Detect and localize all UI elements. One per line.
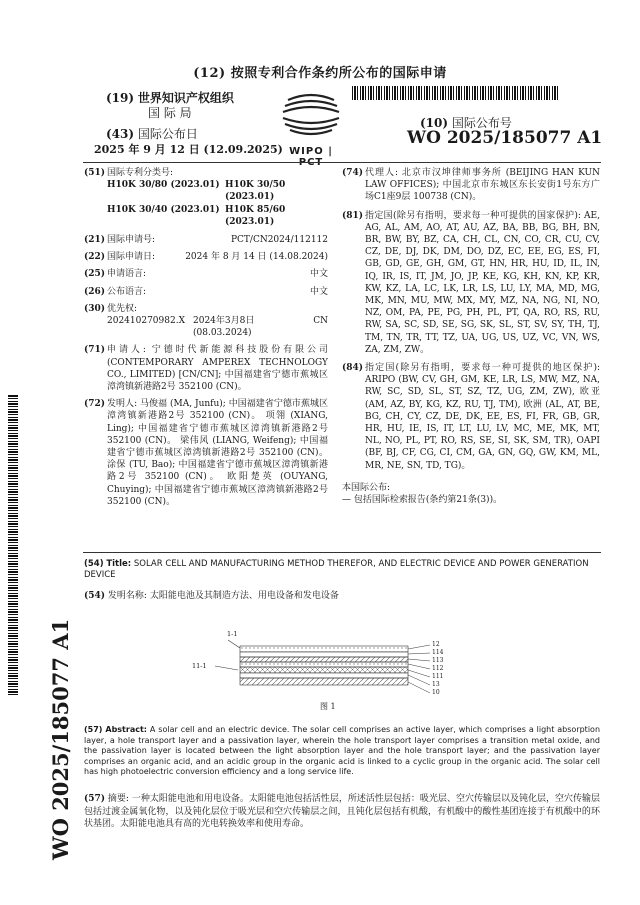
left-column [84,167,328,508]
inventor-text: 发明人: 马俊福 (MA, Junfu); 中国福建省宁德市蕉城区漳湾镇新港路2号 352100 (CN)。 项翎 (XIANG, Ling); 中国福建省宁德市蕉城区漳湾镇新港路2号 352100 (CN)。 梁伟风 (LIANG, Weifeng); 中国福建省宁德市蕉城区漳湾镇新港路2号 352100 (CN)。 涂保 (TU, Bao); 中国福建省宁德市蕉城区漳湾镇新港路2号 352100 (CN)。 欧阳楚英 (OUYANG, Chuying); 中国福建省宁德市蕉城区漳湾镇新港路2号 352100 (CN)。 [107,399,328,507]
publang-value: 中文 [309,286,328,297]
ipc-label: 国际专利分类号: [107,168,174,178]
priority-code: (30) [84,303,106,314]
title-en: SOLAR CELL AND MANUFACTURING METHOD THEREFOR, AND ELECTRIC DEVICE AND POWER GENERATION DEVICE [84,559,589,580]
ipc-list [107,179,328,228]
pubno-vertical: WO 2025/185077 A1 [48,618,73,860]
layer-label: 13 [432,681,440,688]
published-item: — 包括国际检索报告(条约第21条(3))。 [342,495,503,506]
right-column [342,167,600,506]
abstract-en-text: A solar cell and an electric device. The solar cell comprises an active layer, which comprises a light absorption layer, a hole transport layer and a passivation layer, wherein the hole transport layer comprises a transition metal oxide, and the passivation layer is located between the light absorption layer and the hole transport layer; and the passivation layer comprises an organic acid, and an acidic group in the organic acid is linked to a cyclic group in the organic acid. The solar cell has high photoelectric conversion efficiency and a long service life. [84,725,601,777]
lang-code: (25) [84,269,106,280]
priority-detail [107,315,328,339]
figure-1 [180,622,480,712]
published-label: 本国际公布: [342,482,391,493]
wipo-emblem-icon [278,92,344,138]
pubdate-line [106,125,198,142]
regional-states-code: (84) [342,363,364,374]
pubno-value: WO 2025/185077 A1 [407,128,603,148]
priority-number: 202410270982.X [107,316,185,327]
agent-code: (74) [342,168,364,178]
layer-label: 112 [432,665,444,672]
layer-label: 10 [432,689,440,696]
priority-date: 2024年3月8日 (08.03.2024) [193,316,255,339]
abstract-cn-text: 摘要: 一种太阳能电池和用电设备。太阳能电池包括活性层，所述活性层包括：吸光层、空穴传输层以及钝化层，空穴传输层包括过渡金属氧化物，以及钝化层位于吸光层和空穴传输层之间，且钝化层包括有机酸，有机酸中的酸性基团连接于有机酸中的环状基团。太阳能电池具有高的光电转换效率和使用寿命。 [84,794,600,829]
ipc-item: H10K 85/60 (2023.01) [225,204,286,227]
lang-label: 申请语言: [107,269,147,280]
layer-label: 111 [432,673,444,680]
ipc-item: H10K 30/40 (2023.01) [107,204,220,215]
designated-states-text: 指定国(除另有指明，要求每一种可提供的国家保护): AE, AG, AL, AM, AO, AT, AU, AZ, BA, BB, BG, BH, BN, BR, BW, BY, BZ, CA, CH, CL, CN, CO, CR, CU, CV, CZ, DE, DJ, DK, DM, DO, DZ, EC, EE, EG, ES, FI, GB, GD, GE, GH, GM, GT, HN, HR, HU, ID, IL, IN, IQ, IR, IS, IT, JM, JO, JP, KE, KG, KH, KN, KP, KR, KW, KZ, LA, LC, LK, LR, LS, LU, LY, MA, MD, MG, MK, MN, MU, MW, MX, MY, MZ, NA, NG, NI, NO, NZ, OM, PA, PE, PG, PH, PL, PT, QA, RO, RS, RU, RW, SA, SC, SD, SE, SG, SK, SL, ST, SV, SY, TH, TJ, TM, TN, TR, TT, TZ, UA, UG, US, UZ, VC, VN, WS, ZA, ZM, ZW。 [365,210,600,355]
pubdate-label: 国际公布日 [137,127,198,141]
figure-label-left: 11-1 [192,662,207,670]
designated-states-code: (81) [342,210,364,221]
header-rule [83,162,601,163]
title-cn-block [84,590,600,602]
app-no-value: PCT/CN2024/112112 [230,235,328,246]
title-en-label: Title: [106,559,132,569]
app-date-label: 国际申请日: [107,252,156,263]
abstract-en [84,725,600,778]
pubdate-value: 2025 年 9 月 12 日 (12.09.2025) [94,143,283,156]
wipo-logo [278,92,344,156]
pubdate-code: (43) [106,127,135,141]
title-cn-code: (54) [84,591,106,601]
lang-row [84,268,328,280]
title-rule [83,552,601,553]
figure-layer-labels [432,641,443,697]
applicant-text: 申请人: 宁德时代新能源科技股份有限公司 (CONTEMPORARY AMPEREX TECHNOLOGY CO., LIMITED) [CN/CN]; 中国福建省宁德市蕉城区漳湾镇新港路2号 352100 (CN)。 [107,345,328,393]
title-en-code: (54) [84,559,104,569]
barcode-side [8,395,18,695]
priority-country: CN [313,316,328,327]
figure-caption: 图 1 [320,702,336,711]
applicant-code: (71) [84,345,106,356]
title-cn: 发明名称: 太阳能电池及其制造方法、用电设备和发电设备 [107,591,339,601]
agent-row [342,167,600,204]
layer-label: 12 [432,641,440,648]
app-no-code: (21) [84,235,106,246]
pubno-code: (10) [420,116,449,130]
org-code: (19) [106,91,135,105]
layer-label: 113 [432,657,444,664]
abstract-cn [84,793,600,831]
designated-states-row [342,210,600,356]
figure-label-top: 1-1 [227,630,238,638]
app-no-label: 国际申请号: [107,235,156,246]
app-date-row [84,251,328,263]
applicant-row [84,344,328,393]
agent-text: 代理人: 北京市汉坤律师事务所 (BEIJING HAN KUN LAW OFFICES); 中国北京市东城区东长安街1号东方广场C1座9层 100738 (CN)。 [365,168,600,203]
ipc-code: (51) [84,168,106,178]
publang-label: 公布语言: [107,286,147,297]
barcode-top [352,86,559,100]
wipo-logo-text: WIPO | [289,146,333,157]
app-no-row [84,234,328,246]
lang-value: 中文 [309,269,328,280]
org-name: 世界知识产权组织 [137,91,234,105]
publang-row [84,286,328,298]
ipc-item: H10K 30/50 (2023.01) [225,180,286,203]
layer-label: 114 [432,649,444,656]
abstract-en-code: (57) [84,725,103,734]
pubno-label: 国际公布号 [451,116,512,130]
inventor-code: (72) [84,399,106,410]
regional-states-text: 指定国(除另有指明，要求每一种可提供的地区保护): ARIPO (BW, CV, GH, GM, KE, LR, LS, MW, MZ, NA, RW, SC, SD, SL, ST, SZ, TZ, UG, ZM, ZW), 欧亚 (AM, AZ, BY, KG, KZ, RU, TJ, TM), 欧洲 (AL, AT, BE, BG, CH, CY, CZ, DE, DK, EE, ES, FI, FR, GB, GR, HR, HU, IE, IS, IT, LT, LU, LV, MC, ME, MK, MT, NL, NO, PL, PT, RO, RS, SE, SI, SK, SM, TR), OAPI (BF, BJ, CF, CG, CI, CM, GA, GN, GQ, GW, KM, ML, MR, NE, SN, TD, TG)。 [365,363,600,471]
org-sub: 国 际 局 [148,106,192,120]
ipc-section [84,167,328,179]
ipc-item: H10K 30/80 (2023.01) [107,180,220,191]
app-date-code: (22) [84,252,106,263]
inventor-row [84,398,328,508]
abstract-cn-code: (57) [84,794,106,804]
title-en-block [84,559,600,581]
priority-label: 优先权: [107,303,138,314]
document-type-title: (12) 按照专利合作条约所公布的国际申请 [193,66,447,81]
abstract-en-label: Abstract: [105,725,147,734]
regional-states-row [342,362,600,472]
priority-row [84,303,328,315]
publang-code: (26) [84,286,106,297]
app-date-value: 2024 年 8 月 14 日 (14.08.2024) [185,252,328,263]
